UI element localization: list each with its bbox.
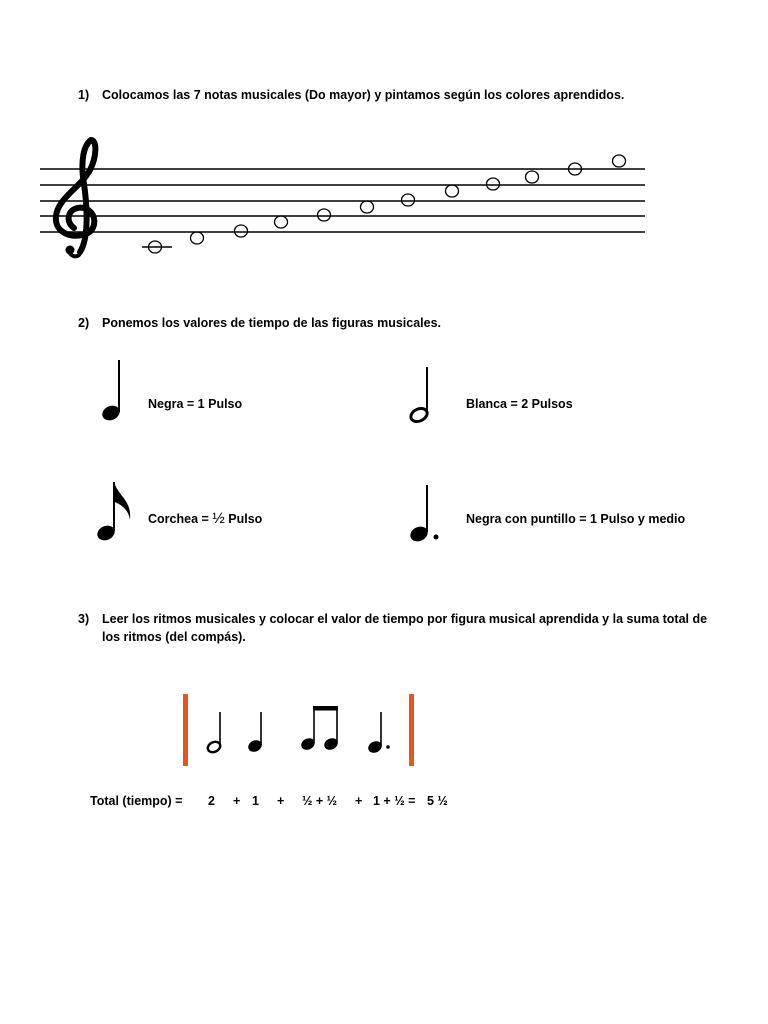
scale-note-8 xyxy=(446,185,459,197)
half-note-icon xyxy=(406,364,436,428)
scale-note-10 xyxy=(526,171,539,183)
total-term-3: 1 xyxy=(252,794,259,808)
total-term-7: 1 + ½ = xyxy=(373,794,416,808)
quarter-note-icon xyxy=(98,356,128,426)
negra-label: Negra = 1 Pulso xyxy=(148,397,243,411)
dotted-quarter-note-icon xyxy=(404,482,444,546)
corchea-half: ½ xyxy=(212,510,225,527)
total-result: 5 ½ xyxy=(427,794,448,808)
total-label: Total (tiempo) = xyxy=(90,794,183,808)
rhythm-quarter-note-icon xyxy=(246,712,263,754)
total-term-5: ½ + ½ xyxy=(302,794,338,808)
eighth-note-icon xyxy=(92,478,136,546)
scale-note-12 xyxy=(613,155,626,167)
barline-right xyxy=(409,694,414,766)
rhythm-beamed-eighths-icon xyxy=(299,706,339,752)
corchea-prefix: Corchea = xyxy=(148,512,213,526)
rhythm-half-note-icon xyxy=(206,712,222,754)
total-term-2: + xyxy=(233,794,241,808)
staff-scale xyxy=(0,0,768,300)
scale-note-4 xyxy=(275,216,288,228)
total-term-6: + xyxy=(355,794,363,808)
scale-note-7 xyxy=(402,194,415,206)
question-2-number: 2) xyxy=(78,316,90,330)
question-3-text: Leer los ritmos musicales y colocar el valor de tiempo por figura musical aprendida y la suma total de los ritmos (del compás). xyxy=(102,612,708,644)
corchea-suffix: Pulso xyxy=(224,512,263,526)
question-1-text: Colocamos las 7 notas musicales (Do mayor) y pintamos según los colores aprendidos. xyxy=(102,88,625,102)
rhythm-dotted-quarter-note-icon xyxy=(366,712,389,755)
negra-puntillo-label: Negra con puntillo = 1 Pulso y medio xyxy=(466,512,686,526)
question-2 xyxy=(78,314,738,334)
question-3-number: 3) xyxy=(78,612,90,626)
scale-note-3 xyxy=(235,225,248,237)
question-3 xyxy=(78,610,718,650)
scale-note-9 xyxy=(487,178,500,190)
barline-left xyxy=(183,694,188,766)
rhythm-measure xyxy=(180,690,420,770)
total-term-4: + xyxy=(277,794,285,808)
scale-note-6 xyxy=(361,201,374,213)
treble-clef-icon xyxy=(56,140,96,256)
question-1-number: 1) xyxy=(78,88,90,102)
scale-note-2 xyxy=(191,232,204,244)
question-2-text: Ponemos los valores de tiempo de las figuras musicales. xyxy=(102,316,442,330)
blanca-label: Blanca = 2 Pulsos xyxy=(466,397,573,411)
scale-note-5 xyxy=(318,209,331,221)
corchea-label xyxy=(148,510,262,527)
total-term-1: 2 xyxy=(208,794,215,808)
